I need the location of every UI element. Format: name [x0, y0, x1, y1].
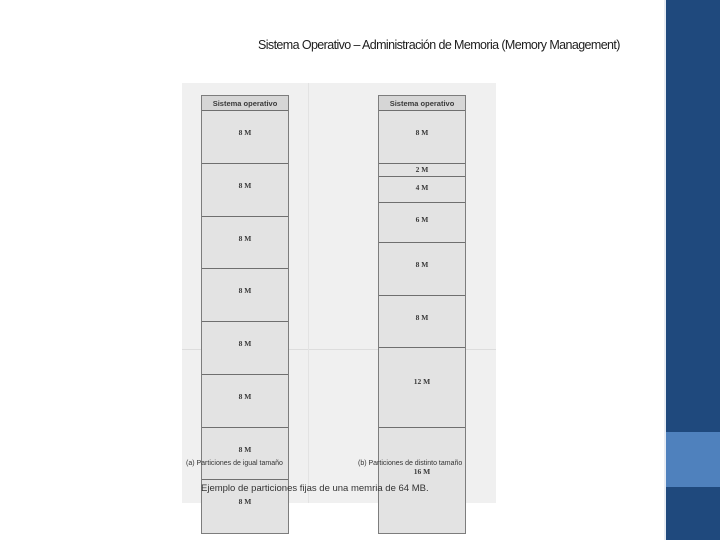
- memory-partition: [379, 164, 465, 177]
- partition-size-label: 8 M: [238, 444, 252, 454]
- equal-partitions-column: [201, 95, 289, 534]
- memory-partition: [202, 375, 288, 428]
- memory-partition-figure: [182, 83, 496, 507]
- partition-size-label: 8 M: [415, 312, 429, 322]
- memory-partition: [379, 296, 465, 349]
- slide-title: Sistema Operativo – Administración de Memoria (Memory Management): [258, 38, 620, 52]
- partition-size-label: 8 M: [238, 497, 252, 507]
- partition-size-label: 4 M: [415, 183, 429, 192]
- memory-partition: [379, 243, 465, 296]
- memory-partition: [379, 177, 465, 203]
- memory-partition: [379, 203, 465, 243]
- os-partition: Sistema operativo: [379, 96, 465, 111]
- partition-size-label: 8 M: [415, 260, 429, 270]
- os-partition: Sistema operativo: [202, 96, 288, 111]
- memory-partition: [202, 322, 288, 375]
- memory-partition: [202, 164, 288, 217]
- partition-size-label: 8 M: [238, 233, 252, 243]
- partition-size-label: 12 M: [413, 376, 431, 386]
- unequal-partitions-column: [378, 95, 466, 534]
- partition-size-label: 6 M: [415, 214, 429, 224]
- partition-size-label: 2 M: [415, 165, 429, 175]
- memory-partition: [379, 348, 465, 427]
- partition-size-label: 8 M: [238, 391, 252, 401]
- memory-partition: [202, 111, 288, 164]
- caption-unequal-partitions: (b) Particiones de distinto tamaño: [358, 460, 463, 467]
- partition-size-label: 16 M: [413, 466, 431, 476]
- figure-caption: Ejemplo de particiones fijas de una memria de 64 MB.: [201, 483, 429, 494]
- sidebar-accent-block: [666, 432, 720, 487]
- memory-partition: [202, 217, 288, 270]
- memory-partition: [202, 428, 288, 481]
- caption-equal-partitions: (a) Particiones de igual tamaño: [186, 460, 283, 467]
- partition-size-label: 8 M: [238, 286, 252, 296]
- memory-partition: [379, 111, 465, 164]
- partition-size-label: 8 M: [238, 339, 252, 349]
- scan-gridline: [308, 83, 309, 503]
- partition-size-label: 8 M: [238, 180, 252, 190]
- memory-partition: [379, 428, 465, 534]
- memory-partition: [202, 269, 288, 322]
- partition-size-label: 8 M: [415, 128, 429, 138]
- partition-size-label: 8 M: [238, 128, 252, 138]
